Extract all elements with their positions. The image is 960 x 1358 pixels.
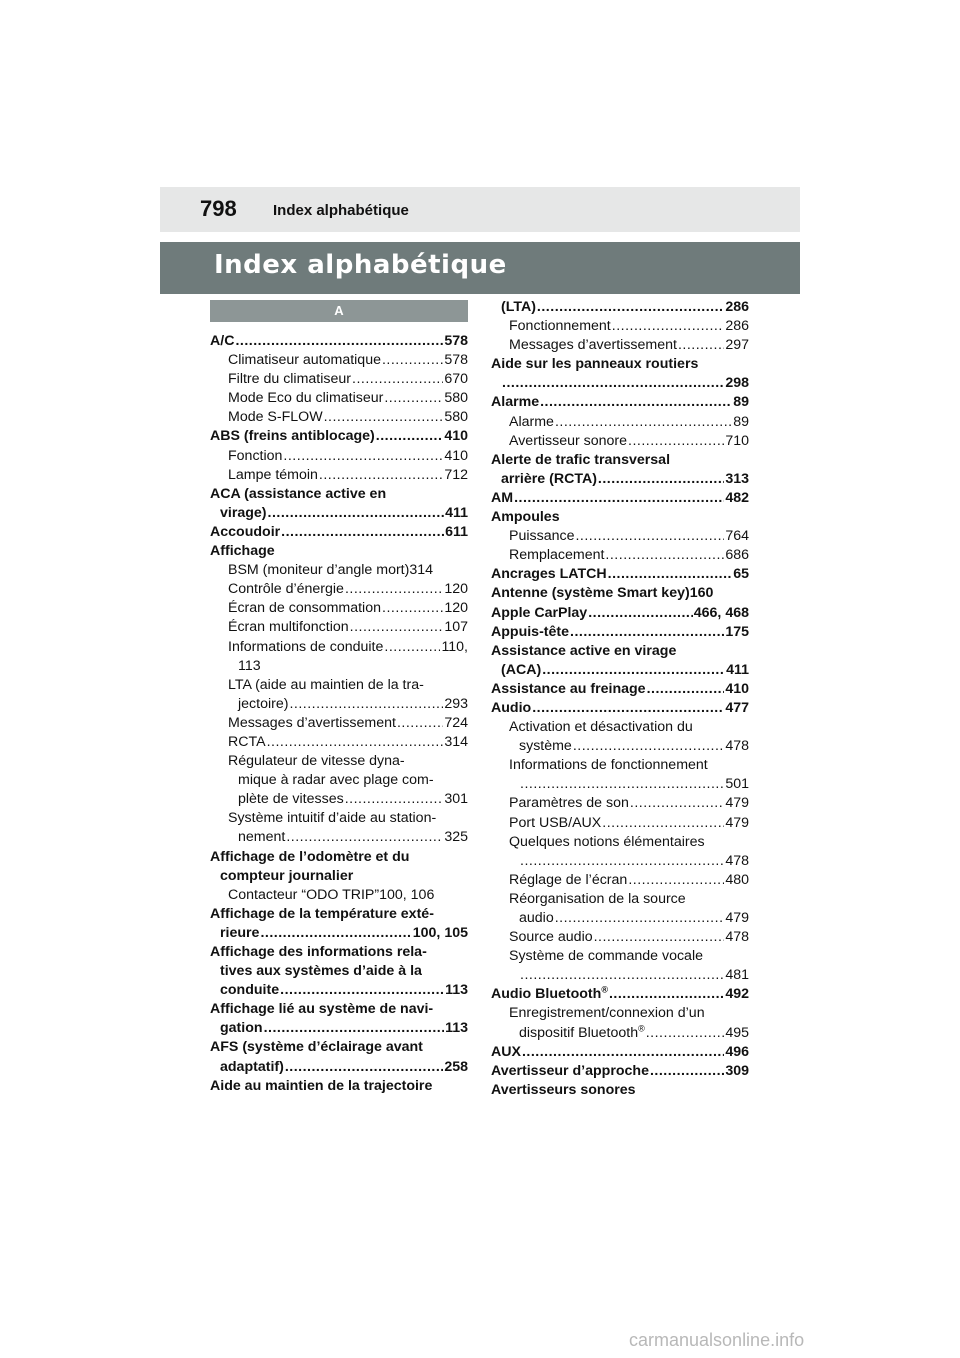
index-entry [491, 966, 749, 985]
index-entry-page: 479 [725, 814, 749, 831]
index-entry [210, 504, 468, 523]
index-entry-page: 120 [444, 600, 468, 617]
index-entry-page: 482 [725, 489, 749, 506]
index-entry-page: 258 [444, 1058, 468, 1075]
index-text-line: compteur journalier [220, 867, 354, 884]
index-entry [491, 489, 749, 508]
index-text-line: 113 [238, 657, 261, 674]
dot-leader [628, 871, 724, 890]
dot-leader [602, 814, 724, 833]
index-entry [491, 661, 749, 680]
index-entry [491, 1024, 749, 1043]
index-entry [210, 389, 468, 408]
index-entry [210, 580, 468, 599]
index-entry-page: 478 [725, 852, 749, 869]
index-entry-label: rieure [220, 924, 260, 941]
dot-leader [570, 623, 724, 642]
dot-leader [522, 1043, 724, 1062]
index-entry-label: Mode Eco du climatiseur [228, 390, 384, 407]
index-entry-page: 686 [725, 547, 749, 564]
index-entry-page: 411 [726, 661, 749, 678]
index-entry-page: 580 [444, 409, 468, 426]
index-entry-page: 578 [444, 333, 468, 349]
index-entry-page: 410 [725, 680, 749, 697]
index-entry-page: 298 [725, 375, 749, 392]
index-entry-label: Port USB/AUX [509, 814, 602, 831]
index-column-left [210, 332, 468, 1096]
index-text-line: Quelques notions élémentaires [509, 833, 705, 850]
index-entry-page: 325 [444, 829, 468, 846]
index-entry [491, 775, 749, 794]
index-entry [210, 695, 468, 714]
index-text-line: AFS (système d’éclairage avant [210, 1039, 423, 1056]
page-number: 798 [200, 196, 237, 221]
index-entry [491, 680, 749, 699]
dot-leader [608, 565, 733, 584]
dot-leader [514, 489, 724, 508]
dot-leader [594, 928, 725, 947]
index-entry [210, 408, 468, 427]
dot-leader [264, 1019, 445, 1038]
index-entry-page: 410 [444, 447, 468, 464]
index-entry-page: 314 [409, 562, 434, 579]
index-entry-page: 480 [725, 871, 749, 888]
index-entry [210, 599, 468, 618]
index-entry-page: 764 [725, 528, 749, 545]
index-entry-label: Apple CarPlay [491, 604, 588, 621]
index-entry-page: 100, 105 [412, 924, 468, 941]
index-entry-page: 89 [733, 394, 749, 411]
index-entry-label: RCTA [228, 733, 266, 750]
index-column-right [491, 298, 749, 1100]
dot-leader [628, 432, 724, 451]
dot-leader [520, 775, 724, 794]
index-text-line: Réorganisation de la source [509, 890, 686, 907]
dot-leader [650, 1062, 724, 1081]
index-entry [210, 466, 468, 485]
index-entry-label: jectoire) [238, 695, 289, 712]
dot-leader [319, 466, 443, 485]
index-entry-page: 65 [733, 566, 749, 583]
running-header [160, 187, 800, 232]
dot-leader [605, 546, 724, 565]
index-entry [491, 393, 749, 412]
index-entry [491, 546, 749, 565]
index-text-line: Régulateur de vitesse dyna- [228, 753, 405, 770]
index-entry-label: Antenne (système Smart key) [491, 585, 690, 602]
index-text-line: Affichage lié au système de navi- [210, 1001, 434, 1018]
index-entry-page: 110, [441, 638, 468, 655]
index-text-line: LTA (aide au maintien de la tra- [228, 676, 424, 693]
index-entry [491, 584, 749, 603]
index-entry-label: Alarme [491, 394, 540, 411]
index-entry-label: Alarme [509, 413, 554, 430]
dot-leader [268, 504, 445, 523]
index-text-line: Activation et désactivation du [509, 719, 693, 736]
dot-leader [324, 408, 444, 427]
index-entry-label: virage) [220, 504, 267, 521]
index-text-line: Système intuitif d’aide au station- [228, 810, 437, 827]
index-text-line: Affichage de la température exté- [210, 905, 434, 922]
dot-leader [260, 924, 411, 943]
index-entry-label: Ancrages LATCH [491, 566, 607, 583]
dot-leader [540, 393, 732, 412]
index-entry-label: Appuis-tête [491, 623, 570, 640]
index-entry-label: Accoudoir [210, 523, 281, 540]
dot-leader [678, 336, 724, 355]
index-entry-page: 495 [725, 1024, 749, 1041]
index-entry-page: 492 [725, 986, 749, 1003]
index-entry-label: Puissance [509, 528, 575, 545]
index-entry-page: 286 [725, 299, 749, 315]
index-entry-label: adaptatif) [220, 1058, 284, 1075]
dot-leader [555, 909, 725, 928]
index-entry-page: 580 [444, 390, 468, 407]
index-entry [491, 985, 749, 1004]
index-text-line: Affichage de l’odomètre et du [210, 848, 410, 865]
dot-leader [382, 351, 443, 370]
index-entry-label: plète de vitesses [238, 791, 344, 808]
index-entry [210, 790, 468, 809]
index-text-line: Enregistrement/connexion d’un [509, 1005, 705, 1022]
index-entry-label: Réglage de l’écran [509, 871, 628, 888]
index-entry [210, 828, 468, 847]
index-entry-label: Audio Bluetooth® [491, 984, 608, 1003]
dot-leader [537, 298, 724, 317]
index-entry [491, 928, 749, 947]
index-entry [491, 871, 749, 890]
index-entry [210, 924, 468, 943]
index-entry-label: Contrôle d’énergie [228, 581, 344, 598]
index-entry-label: Climatiseur automatique [228, 352, 381, 369]
index-text-line: Aide au maintien de la trajectoire [210, 1077, 433, 1094]
index-entry-label: Informations de conduite [228, 638, 384, 655]
index-entry-label: audio [519, 910, 554, 926]
index-text-line: Alerte de trafic transversal [491, 451, 671, 468]
index-entry [491, 527, 749, 546]
index-entry [491, 470, 749, 489]
index-text-line: tives aux systèmes d’aide à la [220, 963, 422, 980]
index-entry [210, 733, 468, 752]
registered-mark: ® [601, 984, 608, 995]
watermark: carmanualsonline.info [629, 1330, 805, 1350]
index-text-line: Aide sur les panneaux routiers [491, 356, 699, 373]
dot-leader [647, 680, 725, 699]
dot-leader [289, 695, 443, 714]
index-entry-label: Écran de consommation [228, 600, 381, 617]
index-text-line: Assistance active en virage [491, 642, 677, 659]
index-entry-page: 107 [444, 619, 468, 636]
dot-leader [573, 737, 725, 756]
index-entry-label: (ACA) [501, 661, 542, 678]
index-entry [210, 714, 468, 733]
dot-leader [575, 527, 724, 546]
index-entry-page: 309 [725, 1062, 749, 1079]
index-entry [491, 565, 749, 584]
index-entry [491, 604, 749, 623]
index-entry [491, 814, 749, 833]
index-entry-label: Avertisseur sonore [509, 432, 628, 449]
index-entry [491, 623, 749, 642]
index-entry-page: 611 [445, 523, 468, 540]
dot-leader [532, 699, 724, 718]
index-entry-page: 478 [725, 738, 749, 755]
index-text-line: Contacteur “ODO TRIP”100, 106 [228, 886, 435, 903]
index-entry-page: 297 [725, 337, 749, 354]
index-entry [491, 336, 749, 355]
index-entry [210, 1058, 468, 1077]
dot-leader [598, 470, 724, 489]
index-entry-label: Audio [491, 699, 532, 716]
index-entry-label: (LTA) [501, 299, 536, 315]
index-entry-page: 479 [725, 795, 749, 812]
index-entry [491, 413, 749, 432]
index-entry-page: 410 [444, 428, 468, 445]
dot-leader [520, 966, 724, 985]
index-entry [491, 1062, 749, 1081]
dot-leader [376, 427, 444, 446]
index-entry-page: 501 [725, 776, 749, 793]
chapter-title: Index alphabétique [214, 250, 507, 280]
index-entry-label: Filtre du climatiseur [228, 371, 351, 388]
index-entry-label: Mode S-FLOW [228, 409, 323, 426]
dot-leader [235, 332, 443, 351]
index-entry [210, 561, 468, 580]
dot-leader [502, 374, 724, 393]
index-text-line: Affichage des informations rela- [210, 944, 427, 960]
dot-leader [281, 523, 444, 542]
index-entry [210, 447, 468, 466]
dot-leader [382, 599, 443, 618]
index-entry-label: conduite [220, 982, 280, 999]
index-text-line: Informations de fonctionnement [509, 757, 708, 774]
index-entry-label: AUX [491, 1043, 521, 1060]
index-entry-page: 496 [725, 1043, 749, 1060]
index-entry-label: Fonctionnement [509, 318, 611, 335]
index-entry-label: Messages d’avertissement [509, 337, 677, 354]
index-entry [210, 981, 468, 1000]
index-entry-label: nement [238, 829, 286, 846]
index-entry [491, 317, 749, 336]
dot-leader [384, 638, 440, 657]
index-text-line: Système de commande vocale [509, 948, 703, 965]
index-entry-page: 293 [444, 695, 468, 712]
index-entry-page: 314 [444, 733, 468, 750]
index-entry-label: Fonction [228, 447, 283, 464]
index-entry-label: arrière (RCTA) [501, 470, 597, 487]
chapter-title-banner [160, 242, 800, 294]
index-entry [491, 852, 749, 871]
index-entry [491, 432, 749, 451]
index-text-line: ACA (assistance active en [210, 485, 387, 502]
index-entry-label: ABS (freins antiblocage) [210, 428, 375, 445]
index-entry-page: 175 [725, 623, 749, 640]
dot-leader [609, 985, 724, 1004]
index-entry-label: Messages d’avertissement [228, 714, 396, 731]
index-entry [210, 638, 468, 657]
index-entry-page: 113 [445, 1020, 468, 1037]
index-entry [491, 737, 749, 756]
index-entry-page: 478 [725, 929, 749, 946]
index-entry-label: gation [220, 1020, 263, 1037]
index-entry-page: 466, 468 [693, 604, 749, 621]
index-text-line: Ampoules [491, 509, 560, 526]
index-entry-page: 578 [444, 352, 468, 369]
index-entry-label: Remplacement [509, 547, 605, 564]
index-entry-label: Avertisseur d’approche [491, 1062, 649, 1079]
index-entry-label: Lampe témoin [228, 466, 318, 483]
index-entry [491, 298, 749, 317]
index-entry [491, 374, 749, 393]
dot-leader [588, 604, 693, 623]
dot-leader [397, 714, 443, 733]
dot-leader [267, 733, 444, 752]
dot-leader [285, 1058, 443, 1077]
index-entry-page: 301 [444, 791, 468, 808]
dot-leader [646, 1024, 725, 1043]
index-entry-page: 411 [445, 504, 468, 521]
index-entry [210, 332, 468, 351]
registered-mark: ® [638, 1022, 645, 1033]
running-header-title: Index alphabétique [273, 202, 409, 219]
index-text-line: Affichage [210, 543, 275, 560]
index-entry-page: 89 [733, 413, 749, 430]
dot-leader [384, 389, 443, 408]
index-entry-page: 481 [725, 967, 749, 984]
dot-leader [630, 794, 724, 813]
dot-leader [283, 447, 443, 466]
index-entry-page: 670 [444, 371, 468, 388]
index-entry-page: 477 [725, 699, 749, 716]
index-entry-label: Écran multifonction [228, 619, 349, 636]
index-entry [491, 909, 749, 928]
index-entry-page: 120 [444, 581, 468, 598]
index-entry [210, 427, 468, 446]
index-entry-label: Paramètres de son [509, 795, 629, 812]
index-entry [491, 1043, 749, 1062]
index-entry [210, 351, 468, 370]
index-entry-page: 710 [725, 432, 749, 449]
index-entry [210, 370, 468, 389]
index-entry-label: Source audio [509, 929, 593, 946]
index-text-line: Avertisseurs sonores [491, 1081, 636, 1098]
index-entry [210, 523, 468, 542]
index-entry-label: BSM (moniteur d’angle mort) [228, 562, 410, 579]
letter-section-header: A [210, 300, 468, 322]
index-entry-label: dispositif Bluetooth® [519, 1022, 645, 1041]
dot-leader [555, 413, 732, 432]
index-entry [491, 794, 749, 813]
index-entry [210, 1019, 468, 1038]
index-entry-label: AM [491, 489, 514, 506]
dot-leader [286, 828, 443, 847]
index-entry-label: A/C [210, 333, 235, 349]
dot-leader [345, 790, 444, 809]
index-entry-page: 113 [445, 982, 468, 999]
dot-leader [542, 661, 725, 680]
dot-leader [520, 852, 724, 871]
index-entry-page: 313 [725, 470, 749, 487]
index-entry-page: 724 [444, 714, 468, 731]
index-entry [491, 699, 749, 718]
index-entry-page: 712 [444, 466, 468, 483]
dot-leader [345, 580, 443, 599]
index-entry-label: système [519, 738, 572, 755]
index-entry-label: Assistance au freinage [491, 680, 646, 697]
dot-leader [612, 317, 725, 336]
dot-leader [280, 981, 444, 1000]
index-text-line: mique à radar avec plage com- [238, 772, 434, 789]
dot-leader [350, 618, 444, 637]
index-entry [210, 618, 468, 637]
index-entry-page: 479 [725, 910, 749, 926]
index-entry-page: 160 [689, 585, 714, 602]
index-entry-page: 286 [725, 318, 749, 335]
dot-leader [352, 370, 443, 389]
